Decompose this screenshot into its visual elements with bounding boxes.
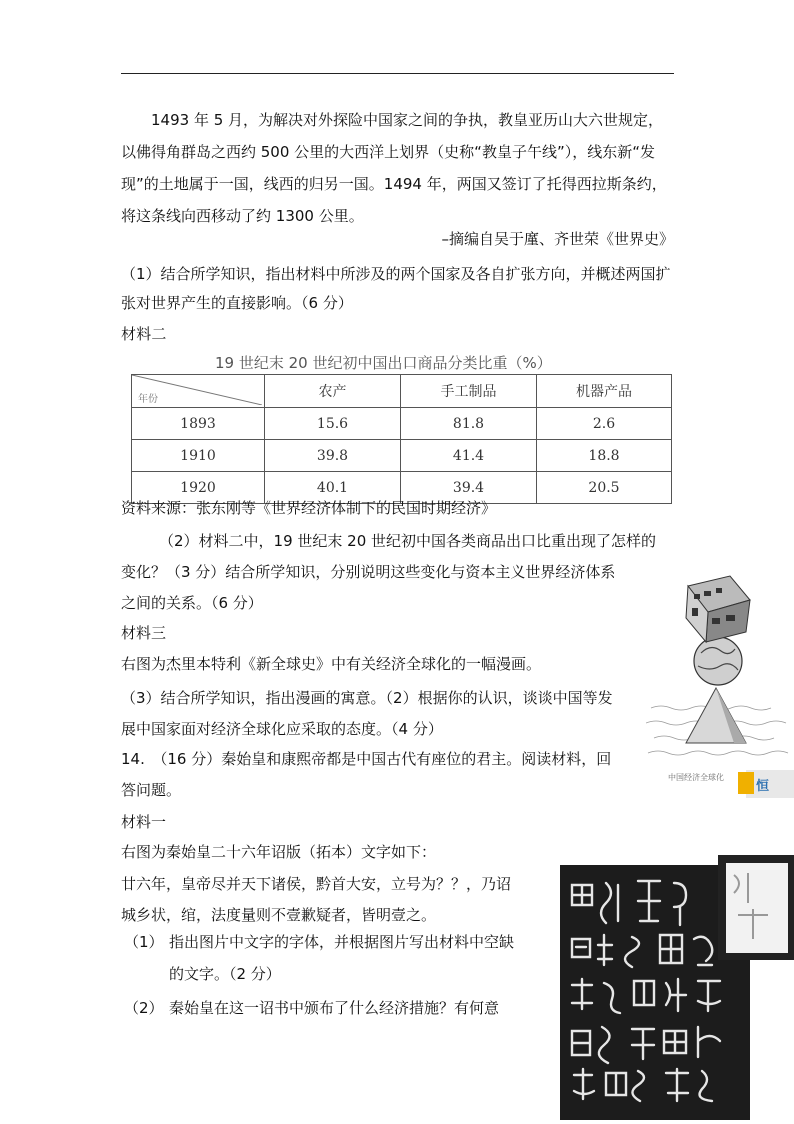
question-3-line: 展中国家面对经济全球化应采取的态度。（4 分） — [121, 720, 443, 738]
question-2 — [121, 526, 674, 619]
passage-paragraph: 1493 年 5 月，为解决对外探险中国家之间的争执，教皇亚历山大六世规定，以佛得角群岛之西约 500 公里的大西洋上划界（史称“教皇子午线”），线东新“发现”的土地属于一国，线西的归另一国。1494 年，两国又签订了托得西拉斯条约，将这条线向西移动了约 1300 公里。 — [121, 111, 667, 225]
header-rule — [121, 73, 674, 74]
question-1: （1）结合所学知识，指出材料中所涉及的两个国家及各自扩张方向，并概述两国扩张对世界产生的直接影响。（6 分） — [121, 265, 671, 312]
export-share-table — [131, 374, 672, 504]
subquestion-1-line: 的文字。（2 分） — [169, 965, 281, 983]
column-header: 农产 — [265, 375, 401, 408]
year-cell: 1893 — [132, 408, 265, 440]
edict-line: 廿六年，皇帝尽并天下诸侯，黔首大安，立号为？？，乃诏 — [121, 875, 512, 893]
question-14-line: 14. （16 分）秦始皇和康熙帝都是中国古代有座位的君主。阅读材料，回 — [121, 750, 612, 768]
year-cell: 1910 — [132, 440, 265, 472]
subquestion-1-number: （1） — [124, 933, 164, 951]
table-row — [132, 440, 672, 472]
value-cell: 18.8 — [537, 440, 672, 472]
material-3-description: 右图为杰里本特利《新全球史》中有关经济全球化的一幅漫画。 — [121, 655, 542, 673]
material-1-description: 右图为秦始皇二十六年诏版（拓本）文字如下： — [121, 843, 437, 861]
passage-source: –摘编自吴于廑、齐世荣《世界史》 — [441, 230, 674, 248]
table-data-source: 资料来源：张东刚等《世界经济体制下的民国时期经济》 — [121, 499, 497, 517]
qin-edict-rubbing — [548, 855, 794, 1120]
year-cell: 1920 — [132, 472, 265, 504]
cartoon-illustration — [646, 558, 794, 798]
cartoon-caption: 中国经济全球化 — [668, 773, 724, 782]
value-cell: 20.5 — [537, 472, 672, 504]
question-3-line: （3）结合所学知识，指出漫画的寓意。（2）根据你的认识，谈谈中国等发 — [121, 689, 613, 707]
table-title: 19 世纪末 20 世纪初中国出口商品分类比重（%） — [215, 354, 552, 372]
rubbing-image — [548, 855, 794, 1120]
globalization-cartoon — [646, 558, 794, 798]
value-cell: 39.8 — [265, 440, 401, 472]
question-14-line: 答问题。 — [121, 781, 182, 799]
value-cell: 81.8 — [401, 408, 537, 440]
value-cell: 2.6 — [537, 408, 672, 440]
edict-text — [121, 869, 541, 931]
value-cell: 39.4 — [401, 472, 537, 504]
column-header: 手工制品 — [401, 375, 537, 408]
material-1-label: 材料一 — [121, 813, 167, 831]
question-2-line: 变化？（3 分）结合所学知识，分别说明这些变化与资本主义世界经济体系 — [121, 563, 616, 581]
corner-cell — [132, 375, 265, 408]
value-cell: 15.6 — [265, 408, 401, 440]
subquestion-2-line: 秦始皇在这一诏书中颁布了什么经济措施？有何意 — [169, 999, 500, 1017]
table-header-row — [132, 375, 672, 408]
question-14 — [121, 744, 641, 806]
subquestion-2-number: （2） — [124, 999, 164, 1017]
question-3 — [121, 683, 651, 745]
svg-text:恒: 恒 — [756, 778, 770, 793]
subquestion-1-line: 指出图片中文字的字体，并根据图片写出材料中空缺 — [169, 933, 515, 951]
question-2-line: 之间的关系。（6 分） — [121, 594, 263, 612]
corner-label: 年份 — [138, 394, 158, 405]
material-3-label: 材料三 — [121, 624, 167, 642]
question-2-line: （2）材料二中，19 世纪末 20 世纪初中国各类商品出口比重出现了怎样的 — [159, 532, 657, 550]
value-cell: 41.4 — [401, 440, 537, 472]
value-cell: 40.1 — [265, 472, 401, 504]
edict-line: 城乡状，绾，法度量则不壹歉疑者，皆明壹之。 — [121, 906, 437, 924]
column-header: 机器产品 — [537, 375, 672, 408]
material-2-label: 材料二 — [121, 325, 167, 343]
table-row — [132, 408, 672, 440]
